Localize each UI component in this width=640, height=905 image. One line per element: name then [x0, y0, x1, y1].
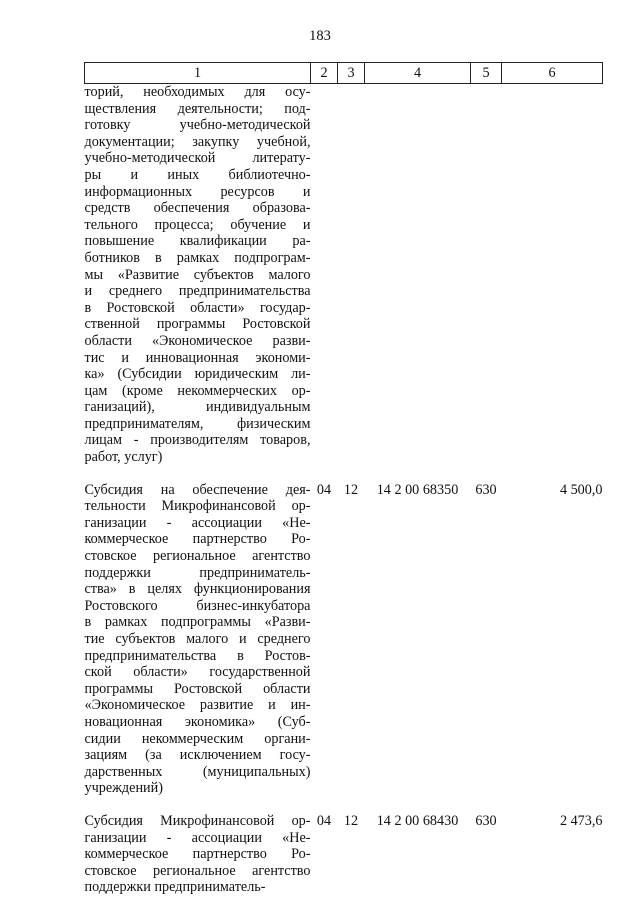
description-line: поддержки предприниматель- [84, 564, 311, 581]
header-col-2: 2 [311, 63, 338, 84]
table-row [85, 797, 603, 896]
description-line: учебно-методической литерату- [84, 150, 311, 167]
description-line: в Ростовской области» государ- [84, 299, 311, 316]
description-line: и среднего предпринимательства [84, 283, 311, 300]
description-line: ской области» государственной [84, 664, 311, 681]
description-line: ботников в рамках подпрограм- [84, 249, 311, 266]
description-line: тельности Микрофинансовой ор- [84, 498, 311, 515]
section-code [311, 84, 338, 466]
row-description [85, 84, 311, 466]
description-line: ганизации - ассоциации «Не- [84, 514, 311, 531]
row-description [85, 797, 311, 896]
description-line: учреждений) [84, 780, 163, 797]
description-line: Ростовского бизнес-инкубатора [84, 597, 311, 614]
description-line: «Экономическое развитие и ин- [84, 697, 311, 714]
header-col-1: 1 [85, 63, 311, 84]
header-col-3: 3 [338, 63, 365, 84]
description-line: области «Экономическое разви- [84, 332, 311, 349]
amount-value: 4 500,0 [559, 481, 603, 498]
description-line: ства» в целях функционирования [84, 581, 311, 598]
table-row [85, 466, 603, 797]
description-line: документации; закупку учебной, [84, 133, 311, 150]
table-body [85, 84, 603, 896]
page-number: 183 [309, 28, 331, 44]
description-line: коммерческое партнерство Ро- [84, 531, 311, 548]
description-line: поддержки предприниматель- [84, 879, 266, 896]
description-line: ганизации - ассоциации «Не- [84, 829, 311, 846]
description-line: новационная экономика» (Суб- [84, 713, 311, 730]
row-description [85, 466, 311, 797]
description-line: тие субъектов малого и среднего [84, 631, 311, 647]
table-header-row [85, 63, 603, 84]
description-line: повышение квалификации ра- [84, 233, 311, 250]
description-line: коммерческое партнерство Ро- [84, 846, 311, 863]
description-line: дарственных (муниципальных) [84, 763, 311, 780]
subsection-code: 12 [343, 481, 359, 498]
budget-table [84, 62, 603, 896]
expense-type-code: 630 [475, 481, 497, 498]
header-col-5: 5 [471, 63, 502, 84]
description-line: предпринимателям, физическим [84, 415, 311, 432]
section-code: 04 [316, 481, 332, 498]
description-line: ка» (Субсидии юридическим ли- [84, 366, 311, 383]
description-line: средств обеспечения образова- [84, 200, 311, 217]
description-line: программы Ростовской области [84, 680, 311, 697]
description-line: Субсидия Микрофинансовой ор- [84, 812, 311, 829]
amount-value: 2 473,6 [559, 812, 603, 829]
description-line: стовское региональное агентство [84, 548, 311, 565]
description-line: ществления деятельности; под- [84, 100, 311, 117]
description-line: работ, услуг) [84, 449, 163, 466]
target-article-code: 14 2 00 68430 [376, 812, 459, 829]
description-line: тельного процесса; обучение и [84, 216, 311, 233]
description-line: тис и инновационная экономи- [84, 349, 311, 366]
description-line: сидии некоммерческим органи- [84, 730, 311, 747]
description-line: торий, необходимых для осу- [84, 84, 311, 100]
description-line: зациям (за исключением госу- [84, 747, 311, 764]
subsection-code [338, 84, 365, 466]
description-line: лицам - производителям товаров, [84, 432, 311, 449]
expense-type-code [471, 84, 502, 466]
description-line: стовское региональное агентство [84, 862, 311, 879]
amount-value [502, 84, 603, 466]
description-line: готовку учебно-методической [84, 117, 311, 134]
table-row [85, 84, 603, 466]
description-line: мы «Развитие субъектов малого [84, 266, 311, 283]
expense-type-code: 630 [475, 812, 497, 829]
subsection-code: 12 [343, 812, 359, 829]
description-line: ственной программы Ростовской [84, 316, 311, 333]
target-article-code: 14 2 00 68350 [376, 481, 459, 498]
description-line: ганизаций), индивидуальным [84, 399, 311, 416]
description-line: информационных ресурсов и [84, 183, 311, 200]
header-col-4: 4 [365, 63, 471, 84]
description-line: цам (кроме некоммерческих ор- [84, 382, 311, 399]
target-article-code [365, 84, 471, 466]
description-line: ры и иных библиотечно- [84, 166, 311, 183]
description-line: предпринимательства в Ростов- [84, 647, 311, 664]
header-col-6: 6 [502, 63, 603, 84]
description-line: Субсидия на обеспечение дея- [84, 481, 311, 498]
description-line: в рамках подпрограммы «Разви- [84, 614, 311, 631]
section-code: 04 [316, 812, 332, 829]
